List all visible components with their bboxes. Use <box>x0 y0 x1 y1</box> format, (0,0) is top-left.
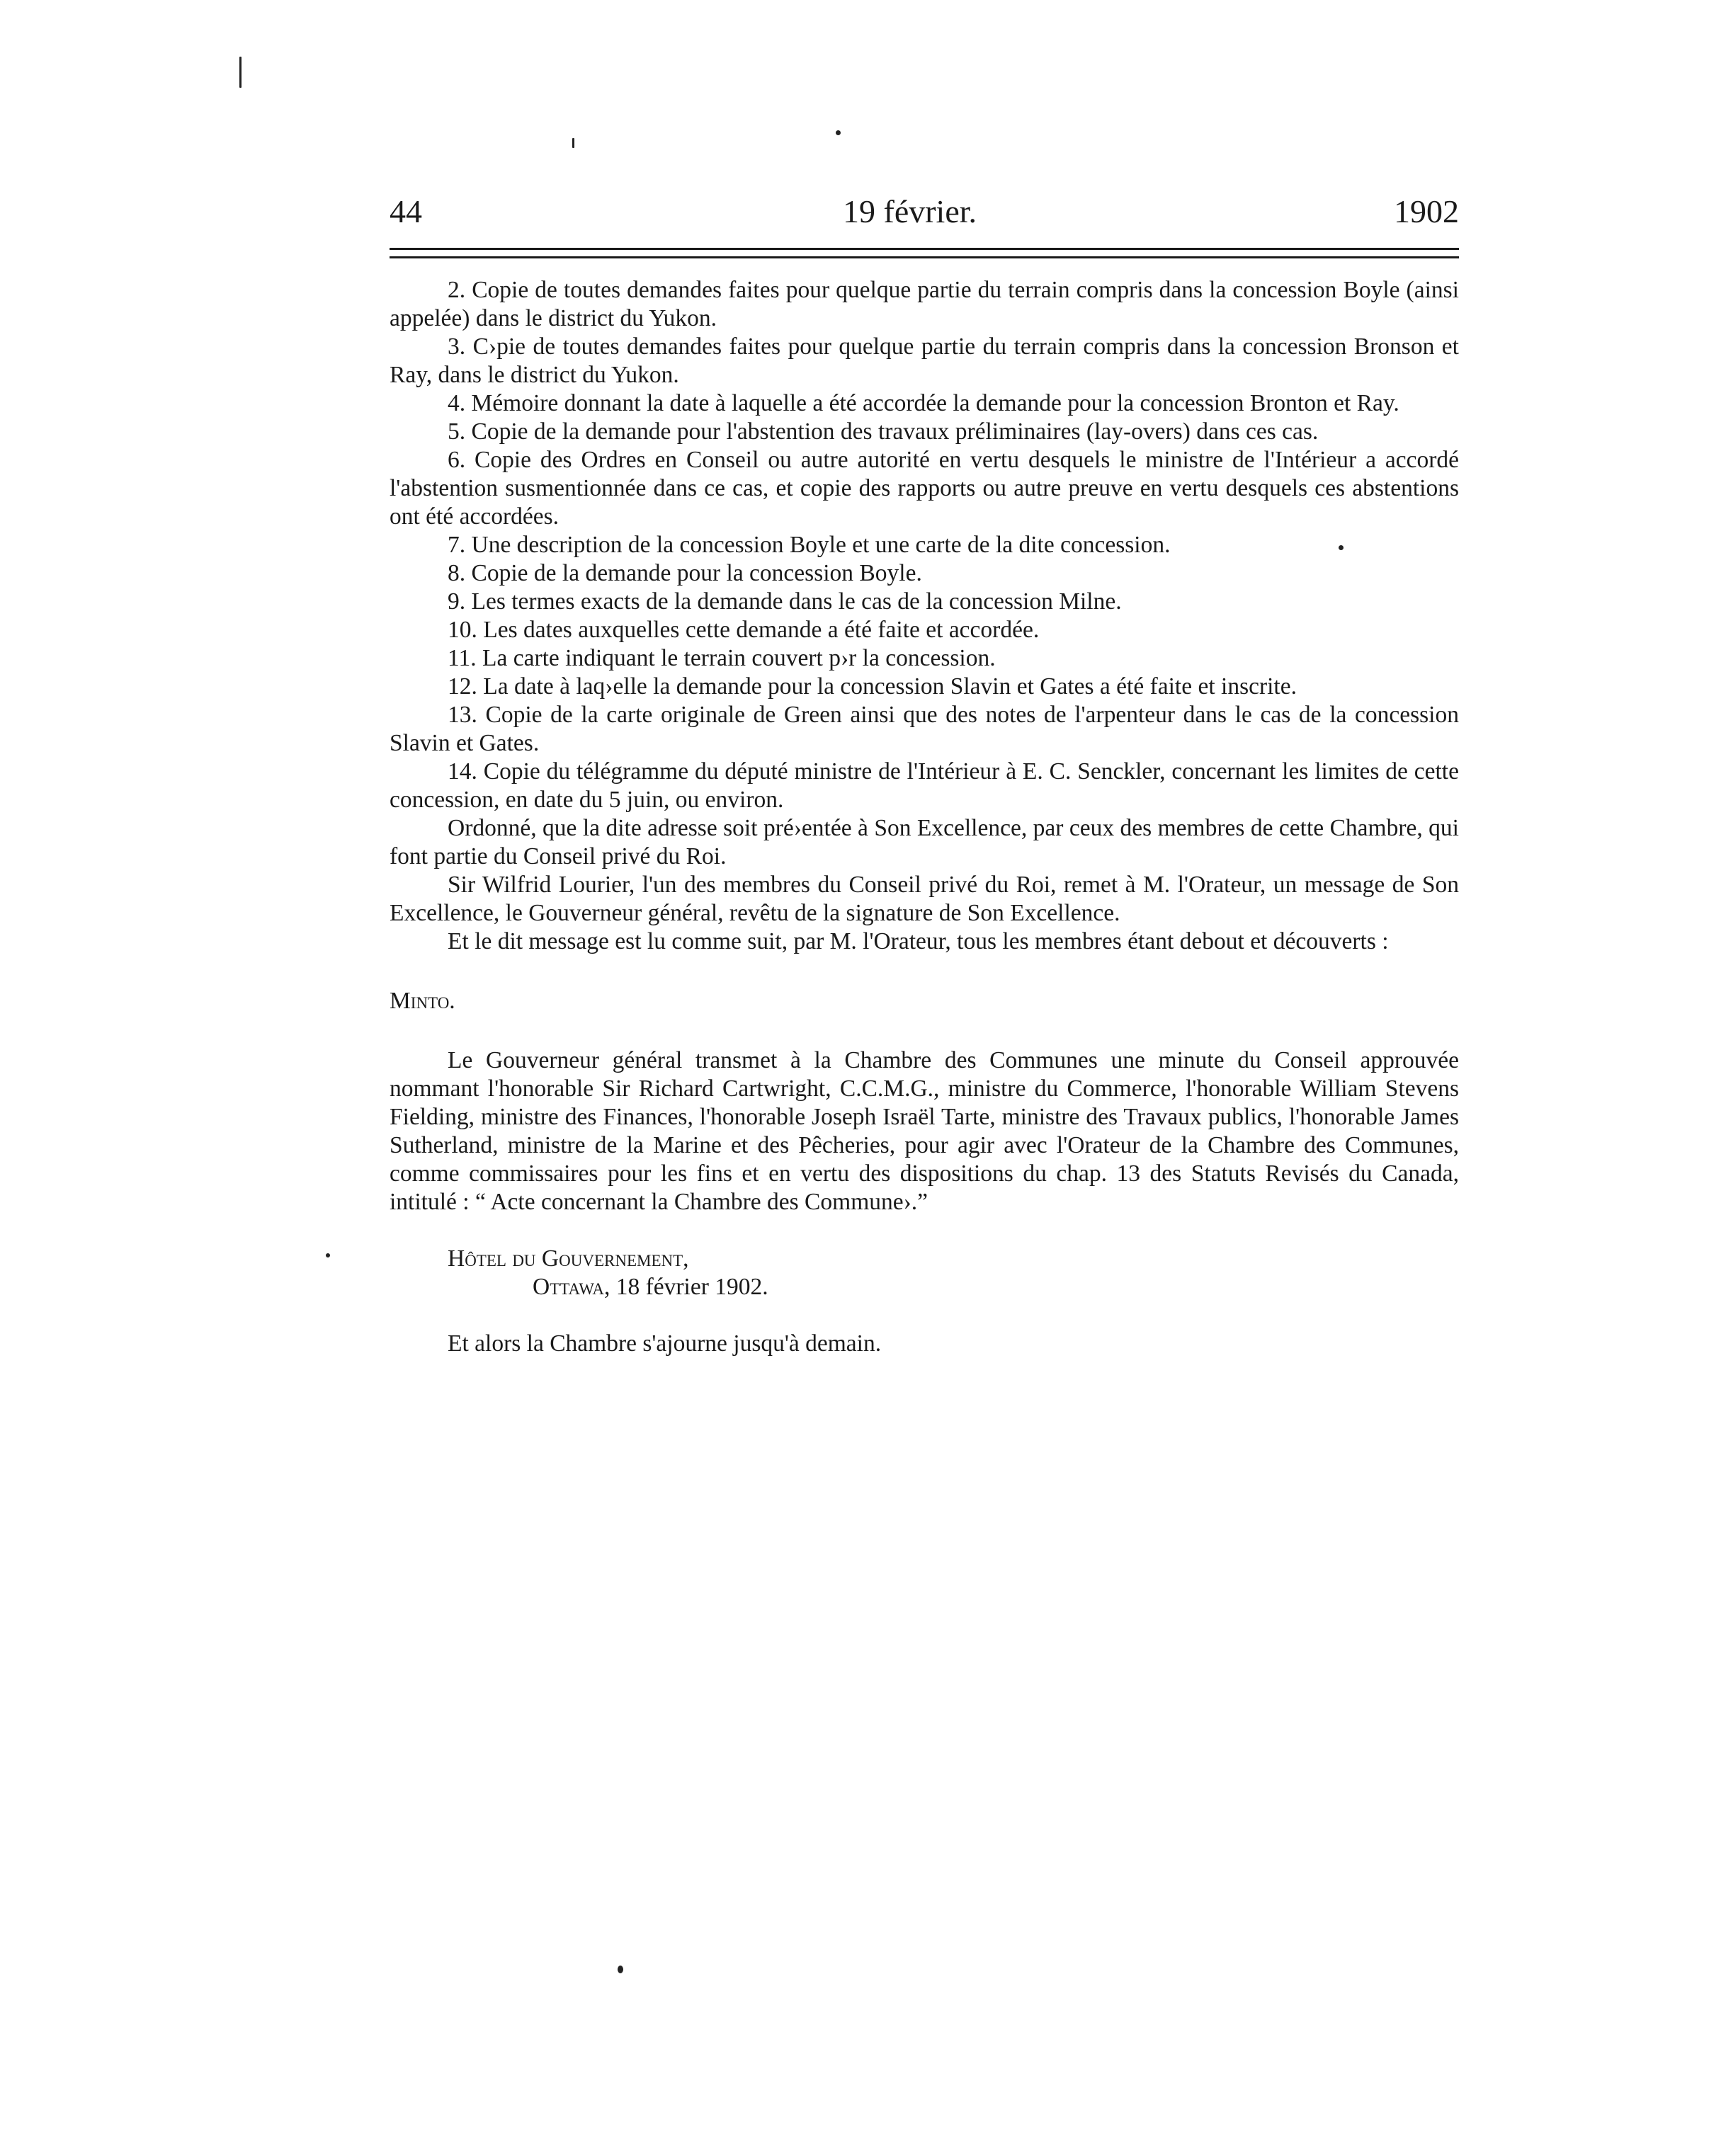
list-item: 13. Copie de la carte originale de Green ainsi que des notes de l'arpenteur dans le cas de la concession Slavin et Gates. <box>390 702 1459 756</box>
page-number: 44 <box>390 193 422 229</box>
scan-speck <box>572 138 574 148</box>
ordonne-paragraph: Ordonné, que la dite adresse soit pré›entée à Son Excellence, par ceux des membres de cette Chambre, qui font partie du Conseil privé du Roi. <box>390 815 1459 869</box>
scan-speck <box>836 130 841 135</box>
message-body-paragraph: Le Gouverneur général transmet à la Chambre des Communes une minute du Conseil approuvée nommant l'honorable Sir Richard Cartwright, C.C.M.G., ministre du Commerce, l'honorable William Stevens Fielding, ministre des Finances, l'honorable Joseph Israël Tarte, ministre des Travaux publics, l'honorable James Sutherland, ministre de la Marine et des Pêcheries, pour agir avec l'Orateur de la Chambre des Communes, comme commissaires pour les fins et en vertu des dispositions du chap. 13 des Statuts Revisés du Canada, intitulé : “ Acte concernant la Chambre des Commune›.” <box>390 1047 1459 1215</box>
list-item: 12. La date à laq›elle la demande pour la concession Slavin et Gates a été faite et inscrite. <box>448 673 1297 700</box>
scan-speck <box>326 1253 330 1257</box>
rule-line <box>390 256 1459 258</box>
spacer <box>390 1301 1459 1330</box>
scan-speck <box>618 1966 623 1973</box>
spacer <box>390 1015 1459 1046</box>
place-ottawa <box>390 1273 1459 1301</box>
page-header <box>390 184 1459 234</box>
list-item: 5. Copie de la demande pour l'abstention des travaux préliminaires (lay-overs) dans ces cas. <box>448 418 1319 445</box>
list-item: 11. La carte indiquant le terrain couvert p›r la concession. <box>448 645 996 671</box>
ottawa-date: 18 février 1902. <box>615 1274 768 1300</box>
list-item: 14. Copie du télégramme du député ministre de l'Intérieur à E. C. Senckler, concernant les limites de cette concession, en date du 5 juin, ou environ. <box>390 758 1459 813</box>
sir-wilfrid-paragraph: Sir Wilfrid Lourier, l'un des membres du Conseil privé du Roi, remet à M. l'Orateur, un message de Son Excellence, le Gouverneur général, revêtu de la signature de Son Excellence. <box>390 872 1459 926</box>
document-body <box>390 276 1459 1358</box>
ottawa-place: Ottawa, <box>533 1274 610 1300</box>
header-double-rule <box>390 248 1459 263</box>
spacer <box>390 956 1459 987</box>
list-item: 10. Les dates auxquelles cette demande a été faite et accordée. <box>448 617 1040 643</box>
list-item: 6. Copie des Ordres en Conseil ou autre autorité en vertu desquels le ministre de l'Intérieur a accordé l'abstention susmentionnée dans ce cas, et copie des rapports ou autre preuve en vertu desquels ces abstentions ont été accordées. <box>390 447 1459 530</box>
document-page <box>390 184 1459 1358</box>
list-item: 7. Une description de la concession Boyle et une carte de la dite concession. <box>448 532 1171 558</box>
list-item: 3. C›pie de toutes demandes faites pour quelque partie du terrain compris dans la concession Bronson et Ray, dans le district du Yukon. <box>390 333 1459 388</box>
scan-speck <box>239 57 242 88</box>
list-item: 4. Mémoire donnant la date à laquelle a été accordée la demande pour la concession Bronton et Ray. <box>448 390 1399 416</box>
spacer <box>390 1216 1459 1245</box>
message-intro-paragraph: Et le dit message est lu comme suit, par M. l'Orateur, tous les membres étant debout et découverts : <box>448 928 1389 954</box>
list-item: 2. Copie de toutes demandes faites pour quelque partie du terrain compris dans la concession Boyle (ainsi appelée) dans le district du Yukon. <box>390 277 1459 331</box>
header-date: 19 février. <box>843 193 977 229</box>
rule-line <box>390 248 1459 250</box>
list-item: 9. Les termes exacts de la demande dans le cas de la concession Milne. <box>448 588 1122 615</box>
header-year: 1902 <box>1394 193 1459 229</box>
place-hotel: Hôtel du Gouvernement, <box>448 1245 689 1272</box>
list-item: 8. Copie de la demande pour la concession Boyle. <box>448 560 922 586</box>
signature-minto: Minto. <box>390 988 455 1014</box>
adjournment-paragraph: Et alors la Chambre s'ajourne jusqu'à demain. <box>448 1330 882 1357</box>
